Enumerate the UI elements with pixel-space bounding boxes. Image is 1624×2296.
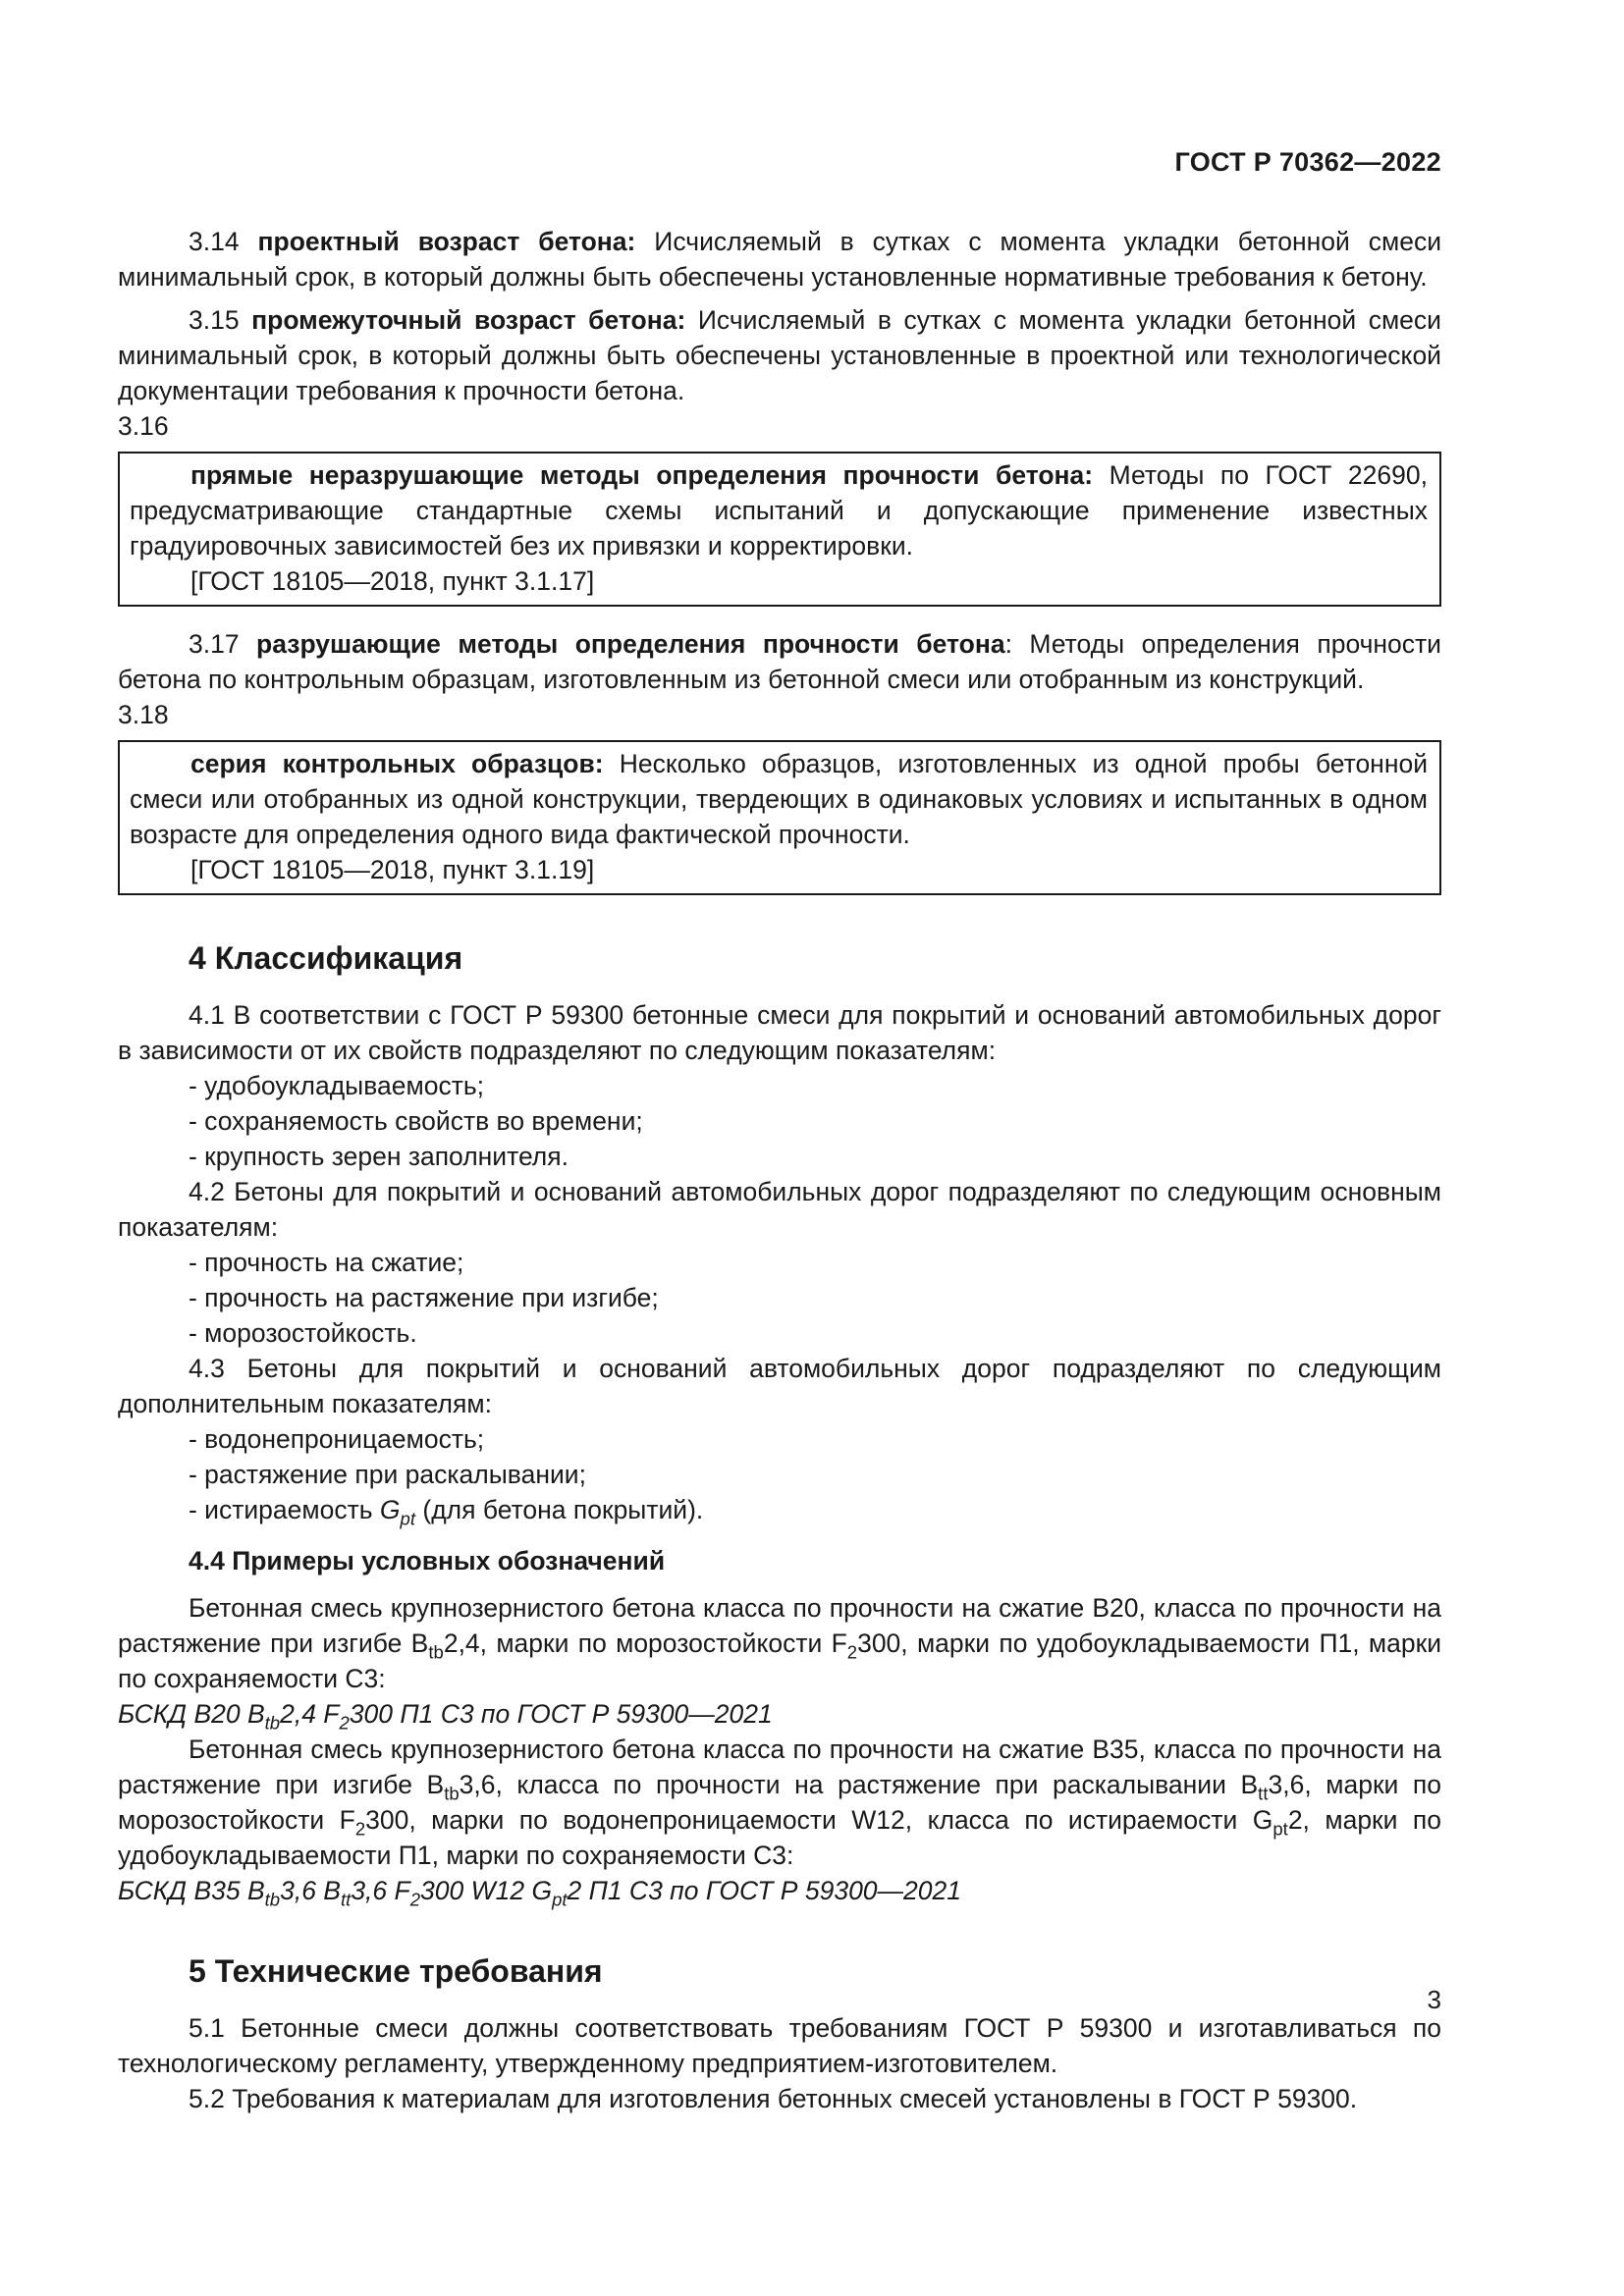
paragraph-5-2: 5.2 Требования к материалам для изготовления бетонных смесей установлены в ГОСТ Р 59300. bbox=[189, 2084, 1358, 2113]
symbol: $G_{pt}$ bbox=[379, 1495, 416, 1529]
term-definition: Исчисляемый в сутках с момента укладки бетонной смеси минимальный срок, в который должны быть обеспечены установленные в проектной или технологической документации требования к прочности бетона. bbox=[118, 305, 1441, 405]
term-name: промежуточный возраст бетона: bbox=[251, 305, 686, 335]
term-number-3-18: 3.18 bbox=[118, 700, 169, 729]
term-3-16 bbox=[130, 457, 1428, 563]
designation-formula-1: БСКД B20 $B_{tb}2,4$ $F_2300$ П1 С3 по ГОСТ Р 59300—2021 bbox=[118, 1699, 773, 1734]
section-4-heading: 4 Классификация bbox=[189, 940, 463, 976]
paragraph-4-1: 4.1 В соответствии с ГОСТ Р 59300 бетонные смеси для покрытий и оснований автомобильных дорог в зависимости от их свойств подразделяют по следующим показателям: bbox=[118, 1000, 1441, 1065]
list-item: - морозостойкость. bbox=[189, 1318, 417, 1348]
list-item: - истираемость $G_{pt}$ (для бетона покрытий). bbox=[189, 1495, 704, 1529]
term-name: прямые неразрушающие методы определения прочности бетона: bbox=[190, 460, 1094, 490]
term-name: проектный возраст бетона: bbox=[257, 227, 636, 256]
section-5-heading: 5 Технические требования bbox=[189, 1953, 603, 1989]
list-item: - удобоукладываемость; bbox=[189, 1071, 484, 1100]
quoted-term-box-3-18 bbox=[118, 740, 1441, 895]
list-item: - прочность на сжатие; bbox=[189, 1248, 464, 1277]
term-reference: [ГОСТ 18105—2018, пункт 3.1.19] bbox=[190, 855, 595, 884]
designation-formula-2: БСКД B35 $B_{tb}3,6$ $B_{tt}3,6$ $F_2300$ W12 $G_{pt}2$ П1 С3 по ГОСТ Р 59300—2021 bbox=[118, 1876, 961, 1910]
page-number: 3 bbox=[1427, 1985, 1441, 2014]
term-number: 3.15 bbox=[189, 305, 240, 335]
list-item: - растяжение при раскалывании; bbox=[189, 1460, 586, 1489]
example-2-text: Бетонная смесь крупнозернистого бетона класса по прочности на сжатие B35, класса по прочности на растяжение при изгибе $B_{tb}3,6$, класса по прочности на растяжение при раскалывании $B_{tt}3,6$, марки по морозостойкости $F_2300$, марки по водонепроницаемости W12, класса по истираемости $G_{pt}2$, марки по удобоукладываемости П1, марки по сохраняемости С3: bbox=[118, 1735, 1442, 1870]
term-3-17 bbox=[118, 626, 1441, 697]
term-number: 3.17 bbox=[189, 629, 240, 659]
subsection-4-4-heading: 4.4 Примеры условных обозначений bbox=[189, 1546, 666, 1575]
term-definition: Исчисляемый в сутках с момента укладки бетонной смеси минимальный срок, в который должны быть обеспечены установленные нормативные требования к бетону. bbox=[118, 227, 1441, 292]
term-definition: : Методы определения прочности бетона по контрольным образцам, изготовленным из бетонной смеси или отобранным из конструкций. bbox=[118, 629, 1441, 694]
example-1-text: Бетонная смесь крупнозернистого бетона класса по прочности на сжатие B20, класса по прочности на растяжение при изгибе $B_{tb}2,4$, марки по морозостойкости $F_2300$, марки по удобоукладываемости П1, марки по сохраняемости С3: bbox=[118, 1593, 1441, 1693]
paragraph-4-3: 4.3 Бетоны для покрытий и оснований автомобильных дорог подразделяют по следующим дополнительным показателям: bbox=[118, 1354, 1441, 1418]
term-reference: [ГОСТ 18105—2018, пункт 3.1.17] bbox=[190, 566, 595, 596]
list-item: - крупность зерен заполнителя. bbox=[189, 1142, 568, 1171]
paragraph-4-2: 4.2 Бетоны для покрытий и оснований автомобильных дорог подразделяют по следующим основным показателям: bbox=[118, 1177, 1441, 1242]
term-number-3-16: 3.16 bbox=[118, 411, 169, 441]
term-name: разрушающие методы определения прочности бетона bbox=[256, 629, 1005, 659]
term-3-14 bbox=[118, 224, 1441, 294]
term-name: серия контрольных образцов: bbox=[190, 749, 604, 778]
term-definition: Методы по ГОСТ 22690, предусматривающие стандартные схемы испытаний и допускающие применение известных градуировочных зависимостей без их привязки и корректировки. bbox=[130, 460, 1428, 561]
list-item: - водонепроницаемость; bbox=[189, 1424, 485, 1454]
term-definition: Несколько образцов, изготовленных из одной пробы бетонной смеси или отобранных из одной конструкции, твердеющих в одинаковых условиях и испытанных в одном возрасте для определения одного вида фактической прочности. bbox=[130, 749, 1428, 849]
paragraph-5-1: 5.1 Бетонные смеси должны соответствовать требованиям ГОСТ Р 59300 и изготавливаться по технологическому регламенту, утвержденному предприятием-изготовителем. bbox=[118, 2013, 1441, 2078]
page-content bbox=[118, 224, 1441, 2116]
term-number: 3.14 bbox=[189, 227, 240, 256]
term-3-15 bbox=[118, 302, 1441, 408]
list-item: - сохраняемость свойств во времени; bbox=[189, 1106, 643, 1136]
list-item: - прочность на растяжение при изгибе; bbox=[189, 1283, 659, 1312]
document-id-header: ГОСТ Р 70362—2022 bbox=[1174, 147, 1441, 177]
term-3-18 bbox=[130, 746, 1428, 852]
quoted-term-box-3-16 bbox=[118, 452, 1441, 607]
